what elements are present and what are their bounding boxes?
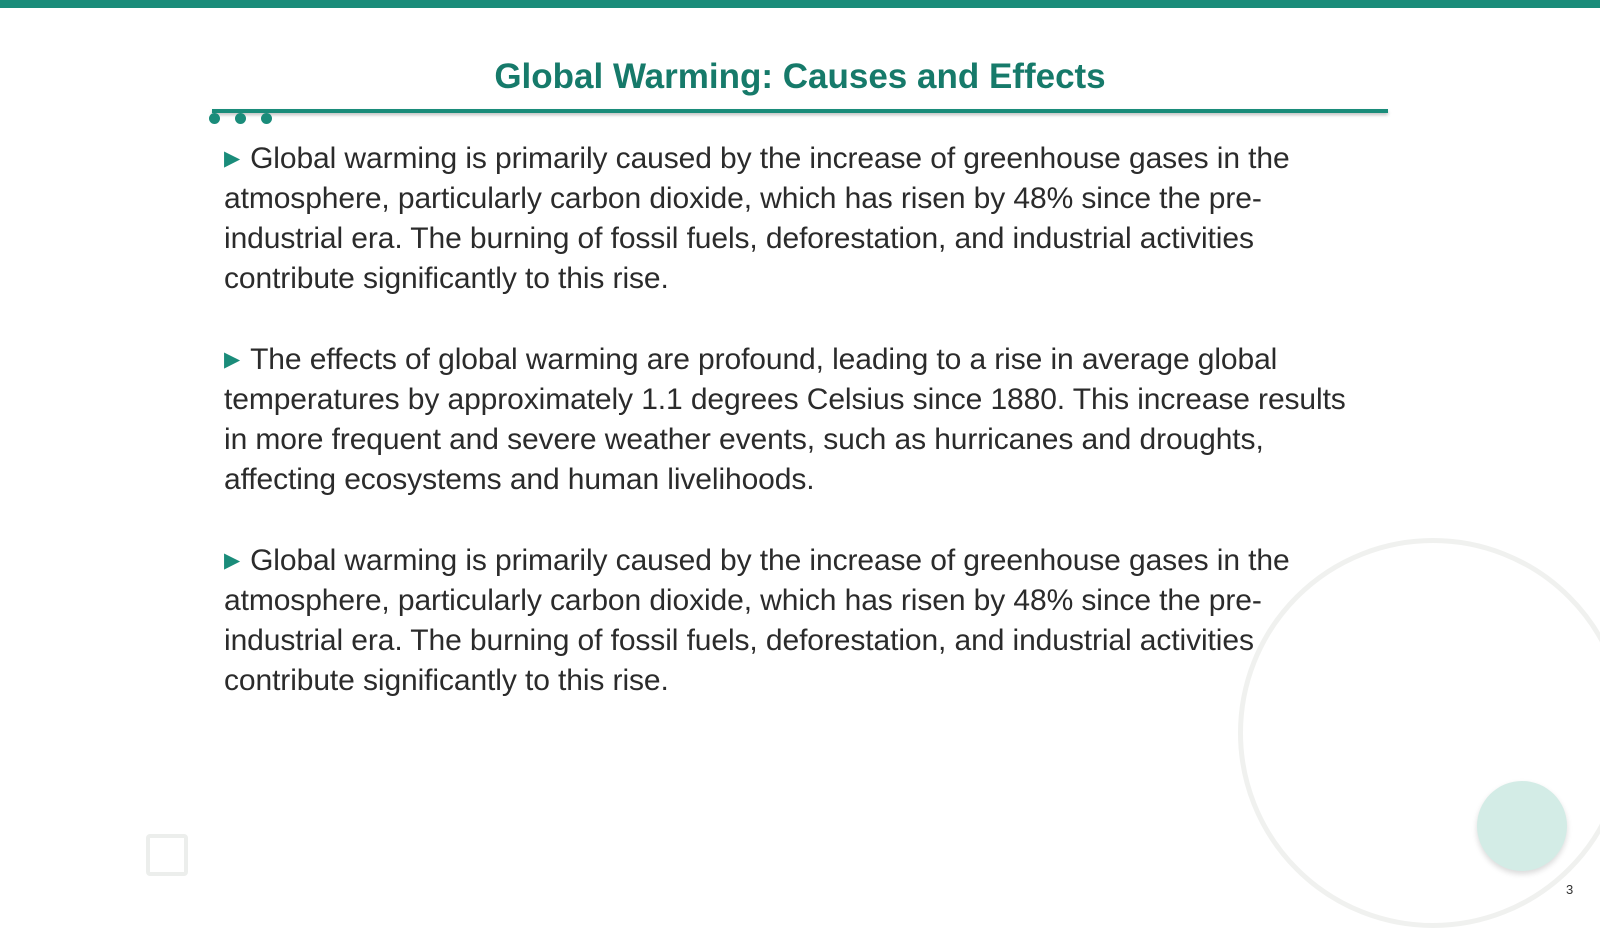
bullet-text: Global warming is primarily caused by the increase of greenhouse gases in the atmosphere, particularly carbon dioxide, which has risen by 48% since the pre-industrial era. The burning of fossil fuels, deforestation, and industrial activities contribute significantly to this rise. [224,142,1290,295]
title-underline [212,109,1388,113]
underline-dot [209,113,220,124]
decorative-ring [1238,538,1600,928]
slide-title: Global Warming: Causes and Effects [494,57,1106,96]
underline-dot [261,113,272,124]
bullet-item [224,139,1374,299]
bullet-text: The effects of global warming are profound, leading to a rise in average global temperatures by approximately 1.1 degrees Celsius since 1880. This increase results in more frequent and severe weather events, such as hurricanes and droughts, affecting ecosystems and human livelihoods. [224,343,1346,496]
triangle-bullet-icon: ▶ [224,147,241,170]
page-number: 3 [1566,882,1574,897]
bullet-item [224,541,1374,701]
bullet-text: Global warming is primarily caused by the increase of greenhouse gases in the atmosphere, particularly carbon dioxide, which has risen by 48% since the pre-industrial era. The burning of fossil fuels, deforestation, and industrial activities contribute significantly to this rise. [224,544,1290,697]
decorative-square [146,834,188,876]
bullet-item [224,340,1374,500]
top-accent-bar [0,0,1600,8]
decorative-circle [1477,781,1567,871]
triangle-bullet-icon: ▶ [224,549,241,572]
triangle-bullet-icon: ▶ [224,348,241,371]
underline-dot [235,113,246,124]
bullet-list [224,139,1374,742]
